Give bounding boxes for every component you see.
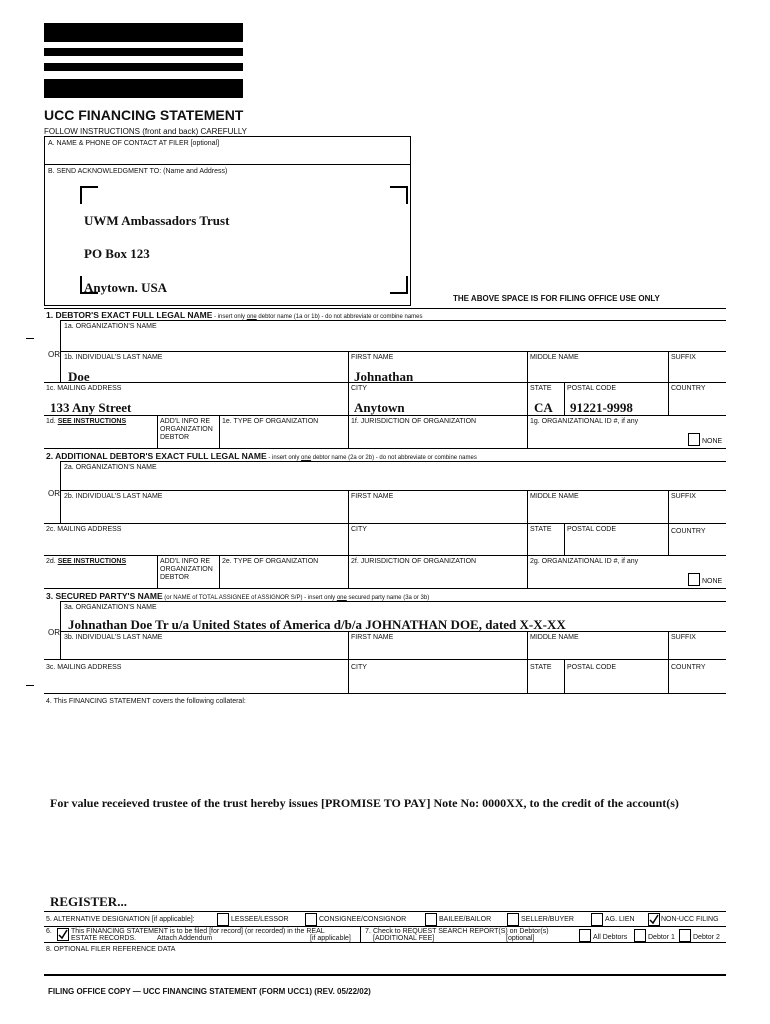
ack-name: UWM Ambassadors Trust — [84, 213, 230, 228]
debtor-state: CA — [534, 400, 553, 415]
postal-label: POSTAL CODE — [567, 385, 617, 392]
corner-mark — [390, 186, 408, 204]
field-1a-label: 1a. ORGANIZATION'S NAME — [64, 323, 157, 330]
state-label: STATE — [530, 526, 552, 533]
attach-addendum: Attach Addendum — [157, 935, 213, 942]
postal-label: POSTAL CODE — [567, 526, 617, 533]
none-checkbox[interactable] — [688, 433, 700, 446]
footer-rule — [44, 974, 726, 976]
debtor-1-label: Debtor 1 — [648, 934, 675, 941]
contact-label: A. NAME & PHONE OF CONTACT AT FILER [optional] — [48, 140, 220, 147]
ack-address-1: PO Box 123 — [84, 246, 150, 261]
follow-instructions: FOLLOW INSTRUCTIONS (front and back) CAREFULLY — [44, 127, 248, 136]
checkbox-consignee[interactable] — [305, 913, 317, 926]
checkbox-real-estate[interactable] — [57, 928, 69, 941]
optional-label: [optional] — [506, 935, 535, 942]
header-bar-2 — [44, 48, 243, 56]
option-non-ucc: NON-UCC FILING — [661, 916, 719, 923]
section-2-heading: 2. ADDITIONAL DEBTOR'S EXACT FULL LEGAL NAME - insert only one debtor name (2a or 2b) - do not abbreviate or combine names — [46, 451, 477, 461]
field-1g-label: 1g. ORGANIZATIONAL ID #, if any — [530, 418, 639, 425]
section-3-heading: 3. SECURED PARTY'S NAME (or NAME of TOTAL ASSIGNEE of ASSIGNOR S/P) - insert only one secured party name (3a or 3b) — [46, 591, 430, 601]
field-3a-label: 3a. ORGANIZATION'S NAME — [64, 604, 157, 611]
option-consignee: CONSIGNEE/CONSIGNOR — [319, 916, 407, 923]
debtor-address: 133 Any Street — [50, 400, 132, 415]
city-label: CITY — [351, 385, 367, 392]
debtor-city: Anytown — [354, 400, 405, 415]
or-label: OR — [48, 628, 60, 637]
field-2b-label: 2b. INDIVIDUAL'S LAST NAME — [64, 493, 163, 500]
section-6-number: 6. — [46, 928, 52, 935]
country-label: COUNTRY — [671, 385, 706, 392]
all-debtors-label: All Debtors — [593, 934, 628, 941]
checkbox-debtor-1[interactable] — [634, 929, 646, 942]
checkbox-bailee[interactable] — [425, 913, 437, 926]
state-label: STATE — [530, 664, 552, 671]
option-seller: SELLER/BUYER — [521, 916, 574, 923]
section-1-heading: 1. DEBTOR'S EXACT FULL LEGAL NAME - insert only one debtor name (1a or 1b) - do not abbreviate or combine names — [46, 310, 423, 320]
header-bar-4 — [44, 79, 243, 98]
field-1b-label: 1b. INDIVIDUAL'S LAST NAME — [64, 354, 163, 361]
field-2e-label: 2e. TYPE OF ORGANIZATION — [222, 558, 319, 565]
section-5-label: 5. ALTERNATIVE DESIGNATION [if applicable]: — [46, 916, 195, 923]
or-label: OR — [48, 489, 60, 498]
section-7-text-1: Check to REQUEST SEARCH REPORT(S) on Debtor(s) — [373, 928, 549, 935]
field-1d-label: 1d. SEE INSTRUCTIONS — [46, 418, 127, 425]
filing-office-note: THE ABOVE SPACE IS FOR FILING OFFICE USE ONLY — [453, 294, 660, 303]
city-label: CITY — [351, 526, 367, 533]
checkbox-non-ucc[interactable] — [648, 913, 660, 926]
corner-mark — [80, 186, 98, 204]
or-label: OR — [48, 350, 60, 359]
suffix-label: SUFFIX — [671, 493, 696, 500]
none-label: NONE — [702, 438, 723, 445]
page-title: UCC FINANCING STATEMENT — [44, 107, 244, 123]
field-1f-label: 1f. JURISDICTION OF ORGANIZATION — [351, 418, 477, 425]
collateral-text: For value receieved trustee of the trust hereby issues [PROMISE TO PAY] Note No: 0000XX, to the credit of the account(s) — [50, 796, 679, 810]
option-lessee: LESSEE/LESSOR — [231, 916, 289, 923]
header-bar-1 — [44, 23, 243, 42]
suffix-label: SUFFIX — [671, 354, 696, 361]
none-checkbox[interactable] — [688, 573, 700, 586]
checkbox-ag-lien[interactable] — [591, 913, 603, 926]
section-4-label: 4. This FINANCING STATEMENT covers the following collateral: — [46, 698, 246, 705]
addl-info-label: ADD'L INFO RE ORGANIZATION DEBTOR — [160, 418, 213, 441]
country-label: COUNTRY — [671, 664, 706, 671]
field-1c-label: 1c. MAILING ADDRESS — [46, 385, 122, 392]
checkbox-all-debtors[interactable] — [579, 929, 591, 942]
checkbox-debtor-2[interactable] — [679, 929, 691, 942]
secured-party-org-name: Johnathan Doe Tr u/a United States of America d/b/a JOHNATHAN DOE, dated X-X-XX — [68, 617, 566, 632]
section-6-text-2: ESTATE RECORDS. — [71, 935, 137, 942]
field-2c-label: 2c. MAILING ADDRESS — [46, 526, 122, 533]
if-applicable: [if applicable] — [310, 935, 351, 942]
none-label: NONE — [702, 578, 723, 585]
ack-label: B. SEND ACKNOWLEDGMENT TO: (Name and Address) — [48, 168, 228, 175]
header-bar-3 — [44, 63, 243, 71]
checkbox-lessee[interactable] — [217, 913, 229, 926]
section-6-text-1: This FINANCING STATEMENT is to be filed [for record] (or recorded) in the REAL — [71, 928, 325, 935]
field-2g-label: 2g. ORGANIZATIONAL ID #, if any — [530, 558, 639, 565]
field-3c-label: 3c. MAILING ADDRESS — [46, 664, 122, 671]
debtor-first-name: Johnathan — [354, 369, 414, 384]
postal-label: POSTAL CODE — [567, 664, 617, 671]
checkmark-icon — [649, 914, 659, 925]
city-label: CITY — [351, 664, 367, 671]
middle-name-label: MIDDLE NAME — [530, 354, 579, 361]
section-7-text-2: [ADDITIONAL FEE] — [373, 935, 435, 942]
debtor-postal: 91221-9998 — [570, 400, 633, 415]
field-2d-label: 2d. SEE INSTRUCTIONS — [46, 558, 127, 565]
country-label: COUNTRY — [671, 528, 706, 535]
field-3b-label: 3b. INDIVIDUAL'S LAST NAME — [64, 634, 163, 641]
addl-info-label: ADD'L INFO RE ORGANIZATION DEBTOR — [160, 558, 213, 581]
field-2a-label: 2a. ORGANIZATION'S NAME — [64, 464, 157, 471]
footer-text: FILING OFFICE COPY — UCC FINANCING STATEMENT (FORM UCC1) (REV. 05/22/02) — [48, 987, 371, 996]
field-1e-label: 1e. TYPE OF ORGANIZATION — [222, 418, 319, 425]
debtor-2-label: Debtor 2 — [693, 934, 720, 941]
first-name-label: FIRST NAME — [351, 354, 394, 361]
middle-name-label: MIDDLE NAME — [530, 493, 579, 500]
field-2f-label: 2f. JURISDICTION OF ORGANIZATION — [351, 558, 477, 565]
first-name-label: FIRST NAME — [351, 493, 394, 500]
option-ag-lien: AG. LIEN — [605, 916, 635, 923]
suffix-label: SUFFIX — [671, 634, 696, 641]
register-text: REGISTER... — [50, 894, 127, 909]
section-8-label: 8. OPTIONAL FILER REFERENCE DATA — [46, 946, 176, 953]
ack-address-2: Anytown. USA — [84, 280, 168, 295]
state-label: STATE — [530, 385, 552, 392]
first-name-label: FIRST NAME — [351, 634, 394, 641]
checkmark-icon — [58, 929, 68, 940]
debtor-last-name: Doe — [68, 369, 90, 384]
checkbox-seller[interactable] — [507, 913, 519, 926]
middle-name-label: MIDDLE NAME — [530, 634, 579, 641]
section-7-number: 7. — [365, 928, 371, 935]
corner-mark — [390, 276, 408, 294]
option-bailee: BAILEE/BAILOR — [439, 916, 492, 923]
